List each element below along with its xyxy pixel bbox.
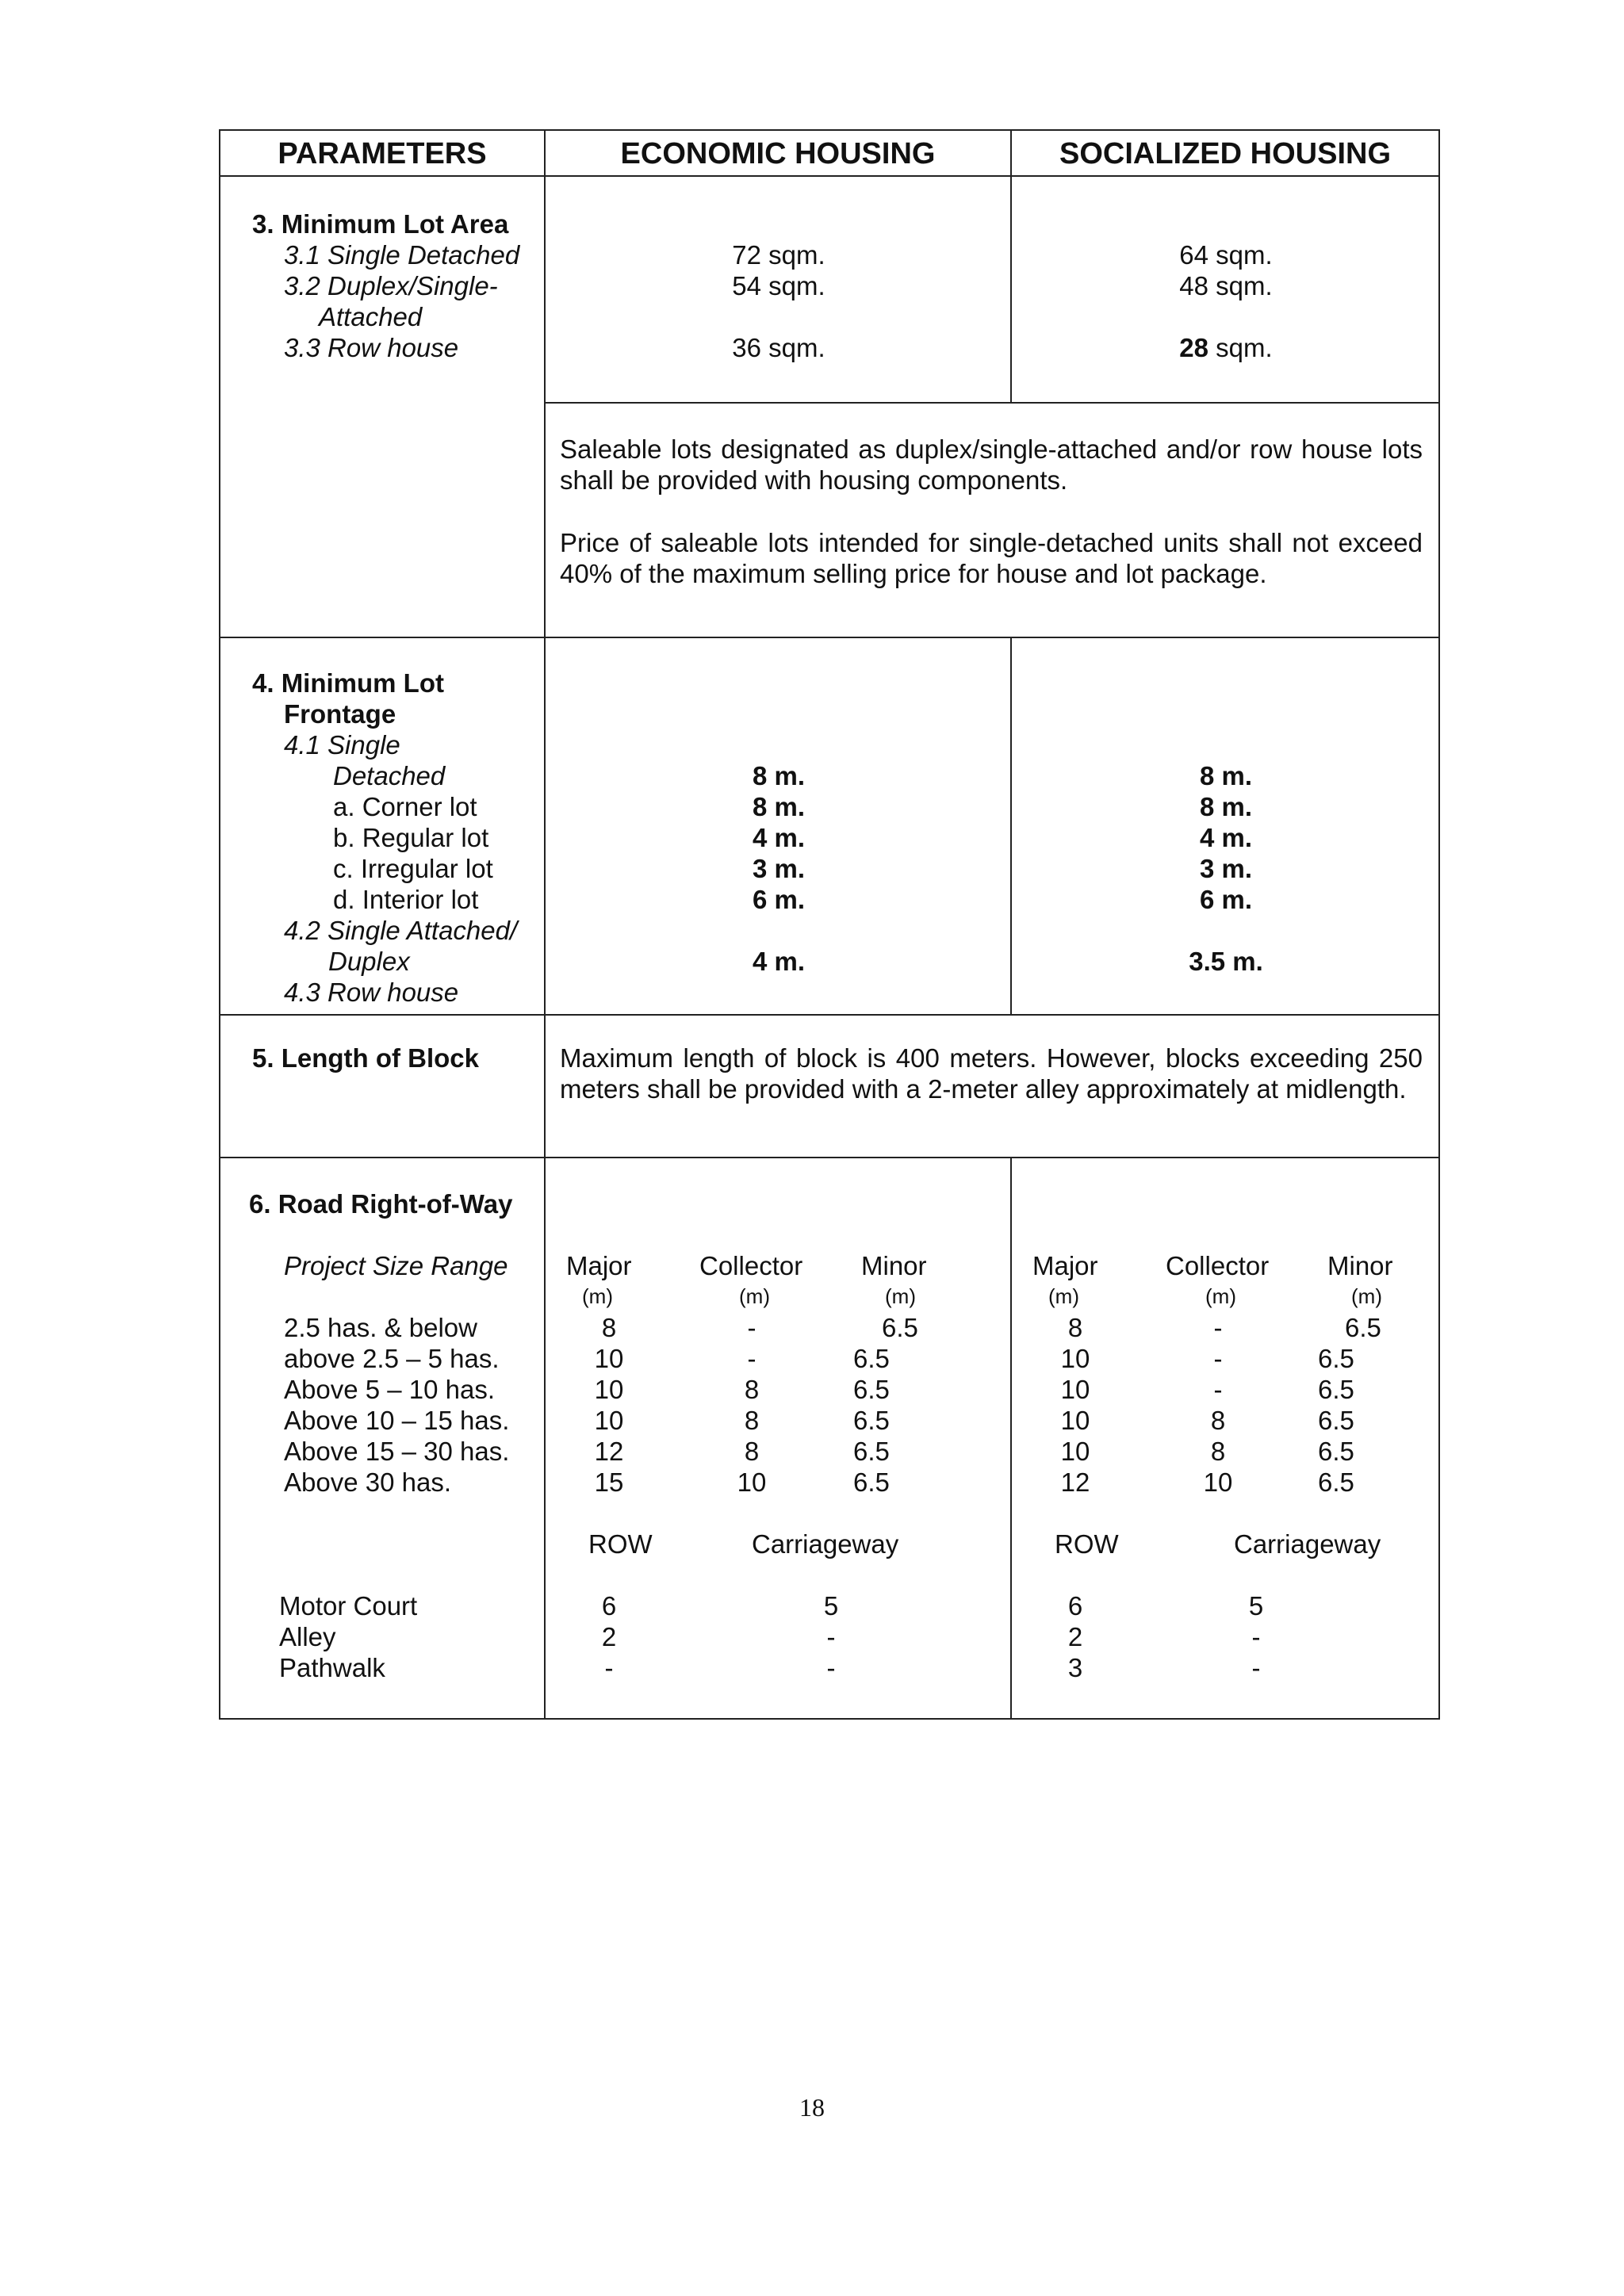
frontage-socialized-sub3: 3.5 m. (1189, 947, 1263, 976)
frontage-socialized-a: 8 m. (1199, 761, 1253, 790)
frontage-sub3: 4.3 Row house (284, 978, 459, 1007)
lot-area-economic-1: 72 sqm. (732, 240, 825, 270)
road-economic-cell (545, 1158, 1011, 1719)
road-economic-major-6: 15 (594, 1468, 624, 1497)
frontage-economic-b: 8 m. (752, 792, 806, 821)
header-economic: ECONOMIC HOUSING (545, 130, 1011, 176)
road-range-2: above 2.5 – 5 has. (284, 1344, 500, 1373)
header-row (220, 130, 1439, 176)
road-alley-label: Alley (279, 1622, 336, 1651)
road-economic-major-header: Major (566, 1251, 632, 1280)
lot-area-label-3: 3.3 Row house (284, 333, 459, 362)
road-socialized-collector-unit: (m) (1205, 1284, 1236, 1308)
road-socialized-minor-4: 6.5 (1318, 1406, 1354, 1435)
frontage-economic-sub2: 6 m. (752, 885, 806, 914)
block-text-cell (545, 1015, 1439, 1158)
road-economic-pathwalk-cw: - (826, 1653, 836, 1682)
road-motor-court-label: Motor Court (279, 1591, 418, 1621)
lot-area-socialized-3 (1012, 332, 1440, 363)
road-socialized-major-3: 10 (1060, 1375, 1090, 1404)
header-socialized: SOCIALIZED HOUSING (1011, 130, 1439, 176)
road-economic-minor-header: Minor (861, 1251, 927, 1280)
road-socialized-row-header: ROW (1055, 1529, 1119, 1559)
road-economic-major-unit: (m) (582, 1284, 613, 1308)
road-socialized-motor-court-cw: 5 (1248, 1591, 1264, 1621)
lot-area-economic-3: 36 sqm. (732, 333, 825, 362)
road-socialized-minor-3: 6.5 (1318, 1375, 1354, 1404)
road-economic-motor-court-row: 6 (601, 1591, 617, 1621)
road-range-header: Project Size Range (284, 1251, 508, 1280)
road-socialized-pathwalk-row: 3 (1067, 1653, 1083, 1682)
block-label-cell (220, 1015, 545, 1158)
frontage-sub1-a: 4.1 Single (284, 730, 400, 760)
block-text: Maximum length of block is 400 meters. However, blocks exceeding 250 meters shall be provided with a 2-meter alley approximately at midlength. (560, 1043, 1423, 1104)
frontage-label-b: b. Regular lot (333, 823, 489, 852)
road-economic-row-header: ROW (588, 1529, 653, 1559)
road-economic-alley-cw: - (826, 1622, 836, 1651)
road-range-6: Above 30 has. (284, 1468, 451, 1497)
road-socialized-collector-1: - (1213, 1313, 1223, 1342)
parameters-table (219, 129, 1440, 1720)
road-economic-minor-3: 6.5 (853, 1375, 890, 1404)
road-socialized-major-6: 12 (1060, 1468, 1090, 1497)
lot-area-notes-cell (545, 403, 1439, 637)
lot-area-socialized-3-num: 28 (1179, 333, 1209, 362)
road-economic-minor-6: 6.5 (853, 1468, 890, 1497)
lot-area-economic-cell (545, 176, 1011, 403)
road-socialized-minor-unit: (m) (1351, 1284, 1382, 1308)
frontage-label-d: d. Interior lot (333, 885, 479, 914)
frontage-economic-d: 3 m. (752, 854, 806, 883)
lot-area-note-2: Price of saleable lots intended for single-detached units shall not exceed 40% of the maximum selling price for house and lot package. (560, 528, 1423, 588)
road-socialized-major-1: 8 (1067, 1313, 1083, 1342)
road-economic-pathwalk-row: - (604, 1653, 614, 1682)
road-economic-minor-5: 6.5 (853, 1437, 890, 1466)
road-economic-alley-row: 2 (601, 1622, 617, 1651)
road-range-4: Above 10 – 15 has. (284, 1406, 510, 1435)
road-socialized-major-5: 10 (1060, 1437, 1090, 1466)
road-title: 6. Road Right-of-Way (249, 1189, 513, 1219)
road-socialized-motor-court-row: 6 (1067, 1591, 1083, 1621)
lot-area-row (220, 176, 1439, 403)
road-socialized-alley-cw: - (1251, 1622, 1261, 1651)
road-label-cell (220, 1158, 545, 1719)
road-socialized-major-unit: (m) (1048, 1284, 1079, 1308)
road-economic-minor-4: 6.5 (853, 1406, 890, 1435)
road-economic-minor-1: 6.5 (882, 1313, 918, 1342)
road-socialized-major-header: Major (1032, 1251, 1098, 1280)
lot-area-socialized-cell (1011, 176, 1439, 403)
lot-area-socialized-3-unit: sqm. (1208, 333, 1273, 362)
road-economic-minor-unit: (m) (885, 1284, 916, 1308)
road-socialized-collector-4: 8 (1210, 1406, 1226, 1435)
frontage-label-cell (220, 637, 545, 1015)
road-economic-motor-court-cw: 5 (823, 1591, 839, 1621)
road-socialized-collector-2: - (1213, 1344, 1223, 1373)
road-socialized-minor-header: Minor (1327, 1251, 1393, 1280)
road-economic-collector-2: - (747, 1344, 756, 1373)
road-economic-collector-6: 10 (737, 1468, 767, 1497)
road-socialized-minor-6: 6.5 (1318, 1468, 1354, 1497)
road-socialized-minor-1: 6.5 (1345, 1313, 1381, 1342)
road-pathwalk-label: Pathwalk (279, 1653, 385, 1682)
header-parameters: PARAMETERS (220, 130, 545, 176)
road-socialized-cell (1011, 1158, 1439, 1719)
road-economic-major-2: 10 (594, 1344, 624, 1373)
road-economic-collector-4: 8 (744, 1406, 760, 1435)
frontage-title-2: Frontage (284, 699, 396, 729)
lot-area-socialized-1: 64 sqm. (1179, 240, 1273, 270)
lot-area-economic-2: 54 sqm. (732, 271, 825, 300)
frontage-economic-c: 4 m. (752, 823, 806, 852)
road-socialized-minor-5: 6.5 (1318, 1437, 1354, 1466)
frontage-label-c: c. Irregular lot (333, 854, 493, 883)
frontage-economic-cell (545, 637, 1011, 1015)
frontage-title-1: 4. Minimum Lot (252, 668, 444, 698)
frontage-label-a: a. Corner lot (333, 792, 477, 821)
road-socialized-major-4: 10 (1060, 1406, 1090, 1435)
frontage-socialized-b: 8 m. (1199, 792, 1253, 821)
road-economic-collector-5: 8 (744, 1437, 760, 1466)
road-socialized-pathwalk-cw: - (1251, 1653, 1261, 1682)
frontage-sub2-b: Duplex (328, 947, 410, 976)
road-economic-collector-unit: (m) (739, 1284, 770, 1308)
frontage-row (220, 637, 1439, 1015)
block-row (220, 1015, 1439, 1158)
lot-area-note-1: Saleable lots designated as duplex/single-attached and/or row house lots shall be provided with housing components. (560, 434, 1423, 495)
road-socialized-collector-5: 8 (1210, 1437, 1226, 1466)
road-economic-major-3: 10 (594, 1375, 624, 1404)
road-row (220, 1158, 1439, 1719)
road-economic-minor-2: 6.5 (853, 1344, 890, 1373)
road-socialized-collector-6: 10 (1203, 1468, 1233, 1497)
lot-area-label-cell (220, 176, 545, 637)
road-socialized-collector-header: Collector (1166, 1251, 1270, 1280)
road-range-3: Above 5 – 10 has. (284, 1375, 496, 1404)
road-economic-collector-1: - (747, 1313, 756, 1342)
frontage-economic-a: 8 m. (752, 761, 806, 790)
frontage-socialized-sub2: 6 m. (1199, 885, 1253, 914)
road-economic-major-1: 8 (601, 1313, 617, 1342)
road-range-5: Above 15 – 30 has. (284, 1437, 510, 1466)
lot-area-label-2: 3.2 Duplex/Single- (284, 271, 498, 300)
road-economic-collector-header: Collector (699, 1251, 803, 1280)
lot-area-label-2b: Attached (319, 302, 423, 331)
frontage-socialized-cell (1011, 637, 1439, 1015)
frontage-economic-sub3: 4 m. (752, 947, 806, 976)
frontage-sub1-b: Detached (333, 761, 446, 790)
road-socialized-alley-row: 2 (1067, 1622, 1083, 1651)
block-title: 5. Length of Block (252, 1043, 480, 1073)
road-socialized-carriageway-header: Carriageway (1234, 1529, 1381, 1559)
lot-area-label-1: 3.1 Single Detached (284, 240, 520, 270)
road-economic-major-5: 12 (594, 1437, 624, 1466)
frontage-socialized-c: 4 m. (1199, 823, 1253, 852)
road-economic-major-4: 10 (594, 1406, 624, 1435)
road-socialized-minor-2: 6.5 (1318, 1344, 1354, 1373)
frontage-sub2-a: 4.2 Single Attached/ (284, 916, 518, 945)
lot-area-socialized-2: 48 sqm. (1179, 271, 1273, 300)
road-socialized-major-2: 10 (1060, 1344, 1090, 1373)
road-range-1: 2.5 has. & below (284, 1313, 477, 1342)
road-socialized-collector-3: - (1213, 1375, 1223, 1404)
road-economic-collector-3: 8 (744, 1375, 760, 1404)
road-economic-carriageway-header: Carriageway (752, 1529, 899, 1559)
frontage-socialized-d: 3 m. (1199, 854, 1253, 883)
lot-area-title: 3. Minimum Lot Area (252, 209, 509, 239)
page-number: 18 (799, 2093, 825, 2122)
